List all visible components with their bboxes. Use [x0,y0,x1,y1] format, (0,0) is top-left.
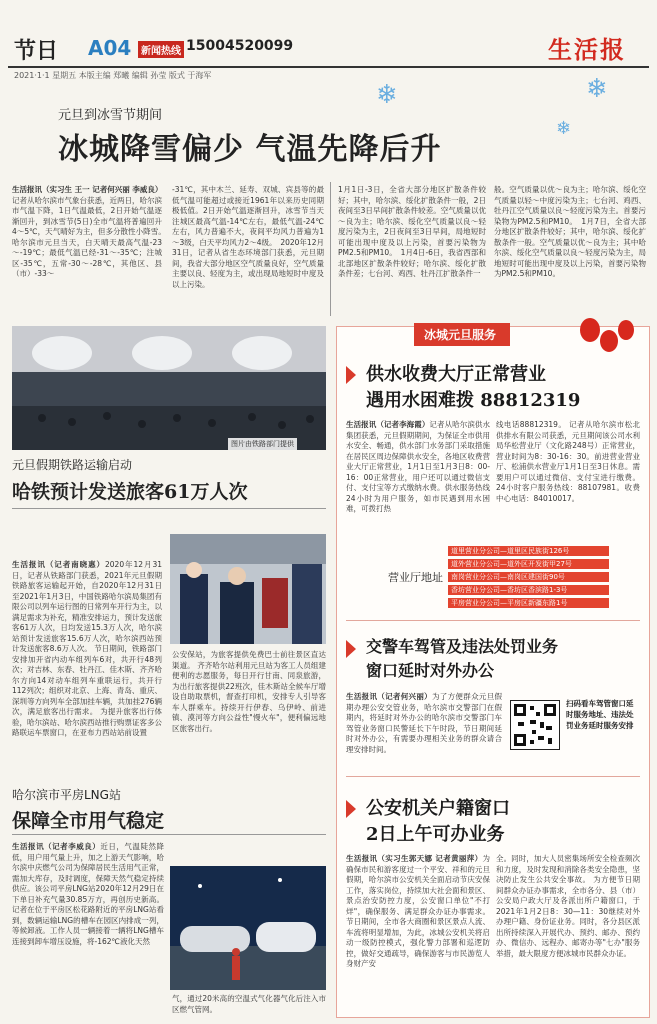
snowflake-icon: ❄ [556,118,572,139]
lng-kicker: 哈尔滨市平房LNG站 [12,788,121,802]
rail-kicker: 元旦假期铁路运输启动 [12,458,133,472]
address-item: 香坊营业分公司—香坊区香滨路1-3号 [448,585,609,595]
byline: 生活报讯（记者南晓惠） [12,560,105,569]
snowflake-icon: ❄ [586,74,608,104]
byline: 生活报讯（记者李威良） [12,842,101,851]
service-tag: 冰城元旦服务 [414,323,510,346]
section-rule [12,834,326,835]
address-item: 南岗营业分公司—南岗区建国街90号 [448,572,609,582]
traffic-title-line1: 交警车驾管及违法处罚业务 [366,637,559,656]
traffic-title-line2: 窗口延时对外办公 [366,661,495,680]
police-column-1 [346,854,490,1012]
lantern-icon [618,320,634,340]
byline: 生活报讯（实习生 王一 记者何兴丽 李威良） [12,185,163,194]
main-column-3: 1月1日-3日，全省大部分地区扩散条件较好；其中，哈尔滨、绥化扩散条件一般，2日夜间至3日早间扩散条件较差。空气质量以优～良为主；哈尔滨、绥化空气质量以良～轻度污染为主，2日夜间至3日早间，局地短时可能出现中度及以上污染，首要污染物为PM2.5和PM10。 1月4日-6日，我省西部和北部地区扩散条件较好；哈尔滨、绥化扩散条件差；七台河、鸡西、牡丹江扩散条件一 [338,185,486,278]
address-item: 平房营业分公司—平房区新疆东路1号 [448,598,609,608]
section-rule [346,776,640,777]
police-title-line1: 公安机关户籍窗口 [366,798,510,819]
lng-photo-caption: 气，通过20米高的空温式气化器气化后注入市区燃气管网。 [172,994,326,1014]
body-text: 近日，气温陡然降低，用户用气量上升，加之上游天气影响，哈尔滨中庆燃气公司为保障居民生活用气正常，需加大库存，及时调度，保障天然气稳定持续供应。该公司平房LNG站2020年12月29日在下单日补充气量30.85万方，再创历史新高。 记者在位于平房区松花路附近的平房LNG站看到，数辆运输LNG的槽车在园区内排成一列，等候卸液。工作人员一辆接着一辆将LNG槽车连接到卸车增压设施，将-162℃液化天然 [12,842,165,946]
railway-station-photo [12,326,326,450]
column-divider [330,182,331,316]
body-text: 记者从哈尔滨市气象台获悉，近两日，哈尔滨市气温下降，1日气温最低，2日开始气温逐渐回升，到冰雪节(5日)全市气温将普遍回升4～5℃，天气晴好为主，但多分散性小降雪。 哈尔滨市元旦当天，白天晴天最高气温-23～-19℃；最低气温已经-31～-35℃；注城区-35℃，五常-30～-28℃，其他区、县（市）-33～ [12,195,170,278]
water-title-line1: 供水收费大厅正常营业 [366,364,546,385]
section-rule [12,508,326,509]
photo-caption: 图片由铁路部门提供 [228,438,297,450]
qr-caption: 扫码看车驾管窗口延时服务地址、违法处罚业务延时服务安排 [566,699,634,730]
address-item: 道里营业分公司—道里区民族街126号 [448,546,609,556]
address-label: 营业厅地址 [388,571,443,584]
hotline-number: 15004520099 [186,38,294,54]
lng-headline: 保障全市用气稳定 [12,810,165,832]
header-rule [8,66,649,68]
police-column-2: 全。同时，加大人员密集场所安全检查频次和力度，及时发现和消除各类安全隐患，坚决防止发生公共安全事故。 为方便节日期间群众办证办事需求，全市各分、县（市）公安局户政大厅及各派出所户籍窗口，于2021年1月2日8：30—11：30继续对外办理户籍、身份证业务。同时，各分县区派出所持续深入开展代办、预约、邮办、预约办、微信办、远程办、邮寄办等"七办"服务举措，最大限度方便冰城市民群众办证。 [496,854,640,958]
body-text: 为了方便群众元旦假期办理公安交管业务，哈尔滨市交警部门在假期内，将延时对外办公的哈尔滨市交警部门车驾管业务窗口民警延长下午时段，节日期间延时对外办公，有需要办理相关业务的群众请合理安排时间。 [346,692,503,754]
address-item: 道外营业分公司—道外区开发街甲27号 [448,559,609,569]
traffic-column [346,692,502,768]
main-column-1 [12,185,170,317]
marker-icon [346,800,356,818]
byline: 生活报讯（实习生郭天娜 记者黄丽萍） [346,854,483,863]
section-rule [346,620,640,621]
main-column-4: 般。空气质量以优～良为主；哈尔滨、绥化空气质量以轻～中度污染为主；七台河、鸡西、牡丹江空气质量以良～轻度污染为主。首要污染物为PM2.5和PM10。 1月7日，全省大部分地区扩散条件较好；其中，哈尔滨、绥化扩散条件一般。空气质量以优～良为主；其中哈尔滨、绥化空气质量以良～轻度污染为主，局地短时可能出现中度及以上污染，首要污染物为PM2.5和PM10。 [494,185,646,278]
byline: 生活报讯（记者李海霞） [346,420,430,429]
rail-column-2: 公安保站，为旅客提供免费巴士前往景区直达渠道。 齐齐哈尔站利用元旦站为客工人员组建便利的志愿服务，每日开行甘南、同泉旅游，为出行旅客提供22班次，佳木斯站全候车厅增设自助取票机，督查打印机，安排专人引导客车人群乘车。持续开行伊春、乌伊岭、前进镇、漠河等方向公益性"慢火车"，便利偏远地区旅客出行。 [172,650,326,733]
lng-column-1 [12,842,164,1018]
lantern-icon [580,318,600,342]
water-column-2: 线电话88812319。 记者从哈尔滨市松北供排水有限公司获悉，元旦期间该公司水利局华松营业厅（文化路248号）正常营业，营业时间为8：30-16：30。前进营业营业厅、松浦供水营业厅1月1日至3日休息。需要用户可以通过微信、支付宝进行缴费。24小时客户服务热线：88107981。收费中心电话：84010017。 [496,420,640,503]
main-headline: 冰城降雪偏少 气温先降后升 [58,132,442,167]
issue-meta: 2021·1·1 星期五 本版主编 郑曦 编辑 孙莹 版式 于海军 [14,71,212,80]
page-header [0,0,657,80]
qr-code[interactable] [510,700,560,750]
body-text: 记者从哈尔滨供水集团获悉，元旦假期期间，为保证全市供用水安全、畅通，供水部门水务部门采取措施在居民区周边保障供水安全，各地区收费营业大厅正常营业，1月1日至1月3日8：00-16：00正常营业，用户还可以通过微信支付、支付宝等方式缴纳水费。供水服务热线24小时为用户服务，如市民遇到用水困难，可拨打热 [346,420,491,513]
section-name: 节日 [14,39,59,64]
rail-headline: 哈铁预计发送旅客61万人次 [12,481,248,503]
body-text: 2020年12月31日，记者从铁路部门获悉，2021年元旦假期铁路旅客运输起开始，自2020年12月31日至2021年1月3日，中国铁路哈尔滨局集团有限公司以列车运行图的日常列车开行为主，以满足需求为补充，精准安排运力，预计发送旅客61万人次，日均发送15.3万人次，哈尔滨站预计发送旅客15.6万人次，哈尔滨西站预计发送旅客8.6万人次。 节日期间，铁路部门安排加开省内动车组列车6对，共开行48列次；对吉林、东春、牡丹江、佳木斯、齐齐哈尔方向14对动车组列车重联运行，共开行112列次；组织对北京、上海、青岛、重庆、深圳等方向列车全部加挂车辆，共加挂276辆次，满足旅客出行需求。 为提升旅客出行体验，哈尔滨站、哈尔滨西站推行购票证客多公路联运车票窗口，在亚布力西站站前设置 [12,560,162,737]
police-title-line2: 2日上午可办业务 [366,824,505,845]
lantern-icon [600,330,618,352]
hotline-badge: 新闻热线 [138,41,184,58]
snowflake-icon: ❄ [376,80,398,110]
water-title-line2: 遇用水困难拨 88812319 [366,390,581,411]
body-text: 为确保市民和游客度过一个平安、祥和的元旦假期，哈尔滨市公安机关全面启动节庆安保工作，落实岗位，持续加大社会面和景区、景点治安防控力度，公安窗口单位"不打烊"，确保服务、满足群众办证办事需求。 节日期间，全市各大商圈和景区景点人流、车流将明显增加，为此，冰城公安机关将启动一级防控模式，强化警力部署和巡逻防控，做好交通疏导，确保游客与市民游览人身财产安 [346,854,490,968]
water-column-1 [346,420,490,546]
byline: 生活报讯（记者何兴丽） [346,692,432,701]
lng-station-photo [170,866,326,990]
main-kicker: 元旦到冰雪节期间 [58,108,163,123]
page-number: A04 [88,36,132,60]
rail-column-1 [12,560,162,778]
marker-icon [346,640,356,658]
newspaper-logo: 生活报 [548,35,626,64]
railway-staff-photo [170,534,326,644]
marker-icon [346,366,356,384]
main-column-2: -31℃，其中木兰、延寿、双城、宾县等的最低气温可能超过或接近1961年以来历史同期极低值。2日开始气温逐渐回升，冰雪节当天注城区最高气温-14℃左右，最低气温-24℃左右，风力普遍不大，夜间平均风力普遍为1～3级，白天平均风力2～4级。 2020年12月31日，记者从省生态环境部门获悉，元旦期间，我省大部分地区空气质量良好，空气质量主要以良、轻度为主，或出现局地短时中度及以上污染。 [172,185,324,289]
